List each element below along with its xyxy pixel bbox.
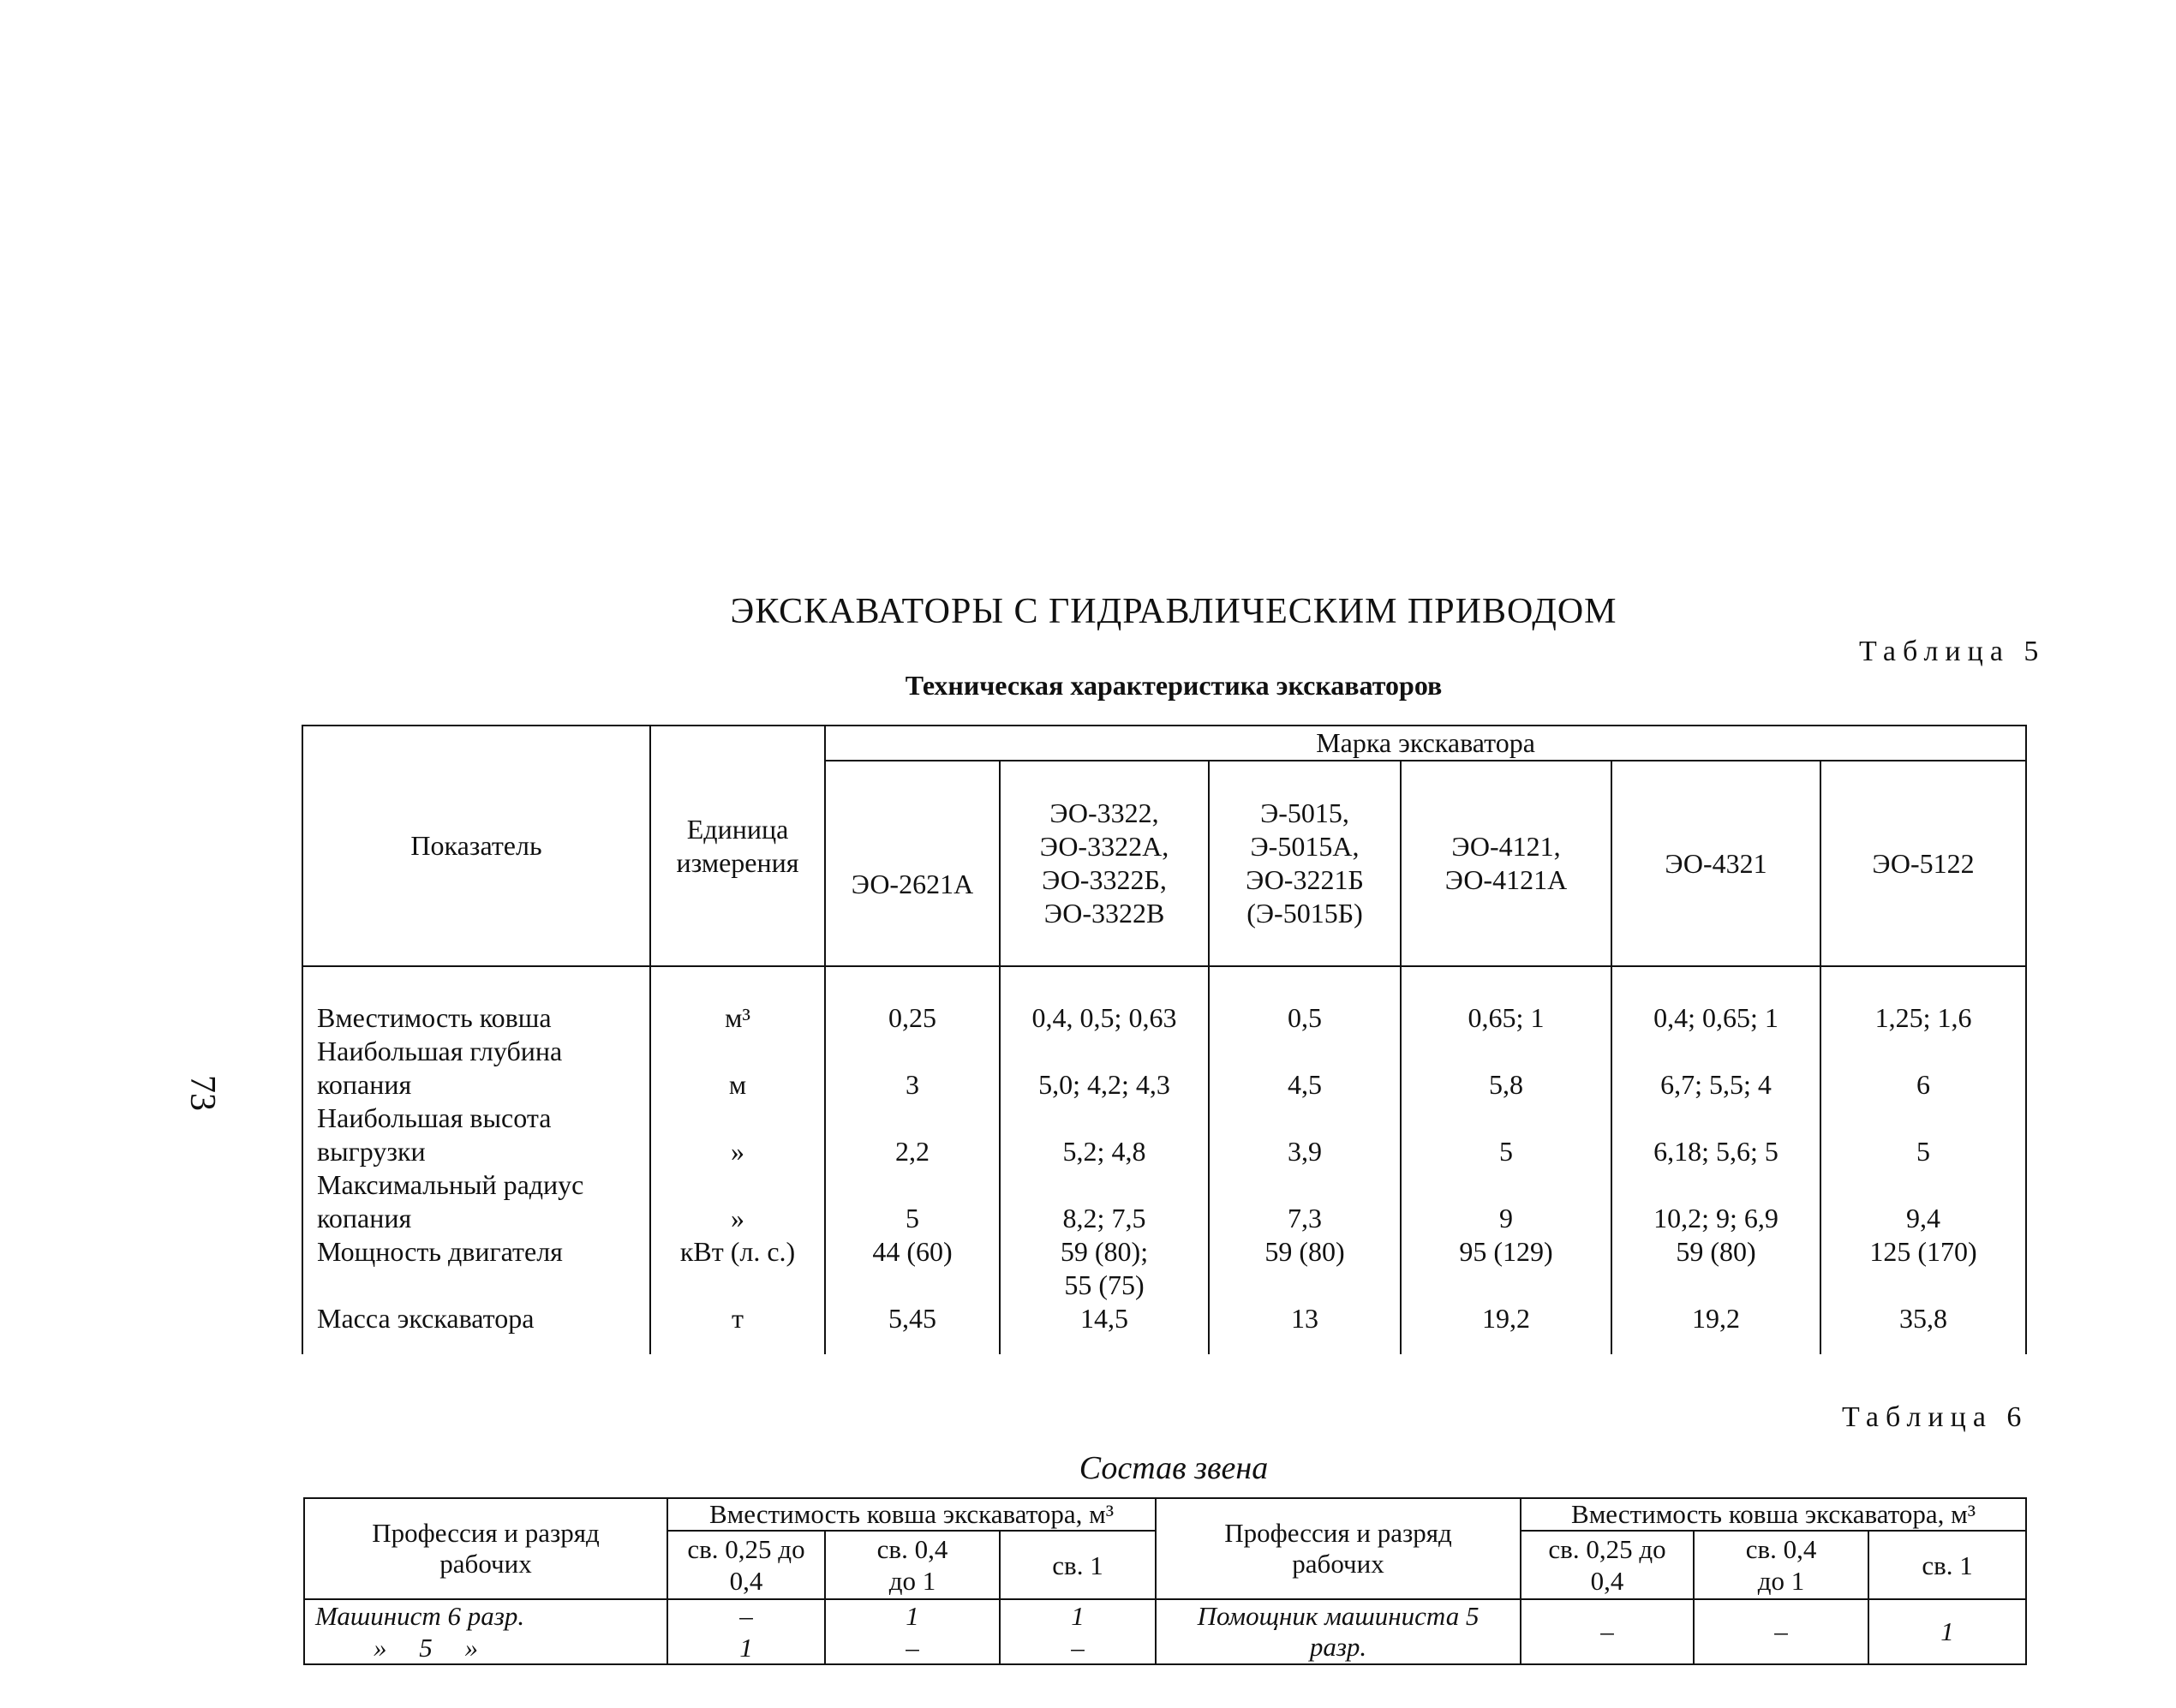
value-cell: 1	[667, 1632, 825, 1664]
value-cell: –	[825, 1632, 1000, 1664]
value-cell: 9,4	[1820, 1168, 2026, 1235]
unit-cell: м	[650, 1035, 825, 1102]
header-profession-left: Профессия и разряд рабочих	[304, 1498, 667, 1599]
value-cell: 7,3	[1209, 1168, 1401, 1235]
value-cell: 5,2; 4,8	[1000, 1102, 1209, 1168]
subheader-cell: св. 1	[1000, 1531, 1156, 1599]
value-cell: 44 (60)	[825, 1235, 1000, 1302]
model-header: ЭО-4121, ЭО-4121А	[1401, 761, 1611, 966]
value-cell: 35,8	[1820, 1302, 2026, 1354]
indicator-cell: Масса экскаватора	[302, 1302, 650, 1354]
model-header: ЭО-2621А	[825, 761, 1000, 966]
indicator-cell: Наибольшая высота выгрузки	[302, 1102, 650, 1168]
section-title: ЭКСКАВАТОРЫ С ГИДРАВЛИЧЕСКИМ ПРИВОДОМ	[730, 592, 1617, 631]
value-cell: 0,5	[1209, 966, 1401, 1035]
value-cell: 1,25; 1,6	[1820, 966, 2026, 1035]
table-row	[302, 1035, 2026, 1102]
unit-cell: кВт (л. с.)	[650, 1235, 825, 1302]
value-cell: –	[667, 1599, 825, 1632]
header-indicator: Показатель	[302, 726, 650, 966]
profession-cell: Машинист 6 разр.	[304, 1599, 667, 1632]
table-row	[302, 1102, 2026, 1168]
value-cell: 1	[825, 1599, 1000, 1632]
value-cell: 6,7; 5,5; 4	[1611, 1035, 1820, 1102]
header-profession-right: Профессия и разряд рабочих	[1156, 1498, 1521, 1599]
model-header: Э-5015, Э-5015А, ЭО-3221Б (Э-5015Б)	[1209, 761, 1401, 966]
indicator-cell: Наибольшая глубина копания	[302, 1035, 650, 1102]
unit-cell: »	[650, 1102, 825, 1168]
value-cell: 13	[1209, 1302, 1401, 1354]
value-cell: 19,2	[1401, 1302, 1611, 1354]
value-cell: 125 (170)	[1820, 1235, 2026, 1302]
value-cell: 8,2; 7,5	[1000, 1168, 1209, 1235]
table5-label: Таблица 5	[1859, 636, 2046, 667]
table-row	[302, 966, 2026, 1035]
table5-excavator-specs	[302, 725, 2027, 1354]
value-cell: –	[1000, 1632, 1156, 1664]
unit-cell: м³	[650, 966, 825, 1035]
subheader-cell: св. 0,4 до 1	[825, 1531, 1000, 1599]
indicator-cell: Максимальный радиус копания	[302, 1168, 650, 1235]
value-cell: 5,0; 4,2; 4,3	[1000, 1035, 1209, 1102]
value-cell: 19,2	[1611, 1302, 1820, 1354]
profession-cell: » 5 »	[304, 1632, 667, 1664]
value-cell: 10,2; 9; 6,9	[1611, 1168, 1820, 1235]
unit-cell: т	[650, 1302, 825, 1354]
value-cell: 1	[1868, 1599, 2026, 1664]
value-cell: 2,2	[825, 1102, 1000, 1168]
table-row	[302, 1168, 2026, 1235]
table-row	[302, 1235, 2026, 1302]
value-cell: 9	[1401, 1168, 1611, 1235]
table6-label: Таблица 6	[1842, 1401, 2029, 1433]
value-cell: 6,18; 5,6; 5	[1611, 1102, 1820, 1168]
unit-cell: »	[650, 1168, 825, 1235]
value-cell: 95 (129)	[1401, 1235, 1611, 1302]
value-cell: 0,4; 0,65; 1	[1611, 966, 1820, 1035]
profession-cell: Помощник машиниста 5 разр.	[1156, 1599, 1521, 1664]
value-cell: 59 (80); 55 (75)	[1000, 1235, 1209, 1302]
value-cell: 0,65; 1	[1401, 966, 1611, 1035]
value-cell: 5,8	[1401, 1035, 1611, 1102]
value-cell: 6	[1820, 1035, 2026, 1102]
indicator-cell: Мощность двигателя	[302, 1235, 650, 1302]
header-unit: Единица измерения	[650, 726, 825, 966]
header-capacity-right: Вместимость ковша экскаватора, м³	[1521, 1498, 2026, 1531]
subheader-cell: св. 0,25 до 0,4	[667, 1531, 825, 1599]
model-header: ЭО-3322, ЭО-3322А, ЭО-3322Б, ЭО-3322В	[1000, 761, 1209, 966]
value-cell: 14,5	[1000, 1302, 1209, 1354]
model-header: ЭО-4321	[1611, 761, 1820, 966]
value-cell: 5	[1820, 1102, 2026, 1168]
indicator-cell: Вместимость ковша	[302, 966, 650, 1035]
subheader-cell: св. 0,25 до 0,4	[1521, 1531, 1694, 1599]
header-capacity-left: Вместимость ковша экскаватора, м³	[667, 1498, 1156, 1531]
table5-title: Техническая характеристика экскаваторов	[905, 670, 1443, 701]
subheader-cell: св. 1	[1868, 1531, 2026, 1599]
table6-crew-composition	[303, 1497, 2027, 1665]
table6-title: Состав звена	[1079, 1450, 1269, 1486]
value-cell: 1	[1000, 1599, 1156, 1632]
value-cell: –	[1521, 1599, 1694, 1664]
page-number: 73	[182, 1075, 222, 1111]
value-cell: 3	[825, 1035, 1000, 1102]
value-cell: 5	[1401, 1102, 1611, 1168]
value-cell: –	[1694, 1599, 1868, 1664]
value-cell: 0,4, 0,5; 0,63	[1000, 966, 1209, 1035]
header-brand: Марка экскаватора	[825, 726, 2026, 761]
value-cell: 5,45	[825, 1302, 1000, 1354]
value-cell: 59 (80)	[1209, 1235, 1401, 1302]
table-row	[302, 1302, 2026, 1354]
value-cell: 5	[825, 1168, 1000, 1235]
value-cell: 4,5	[1209, 1035, 1401, 1102]
value-cell: 59 (80)	[1611, 1235, 1820, 1302]
value-cell: 0,25	[825, 966, 1000, 1035]
subheader-cell: св. 0,4 до 1	[1694, 1531, 1868, 1599]
value-cell: 3,9	[1209, 1102, 1401, 1168]
model-header: ЭО-5122	[1820, 761, 2026, 966]
table-row	[304, 1599, 2026, 1632]
